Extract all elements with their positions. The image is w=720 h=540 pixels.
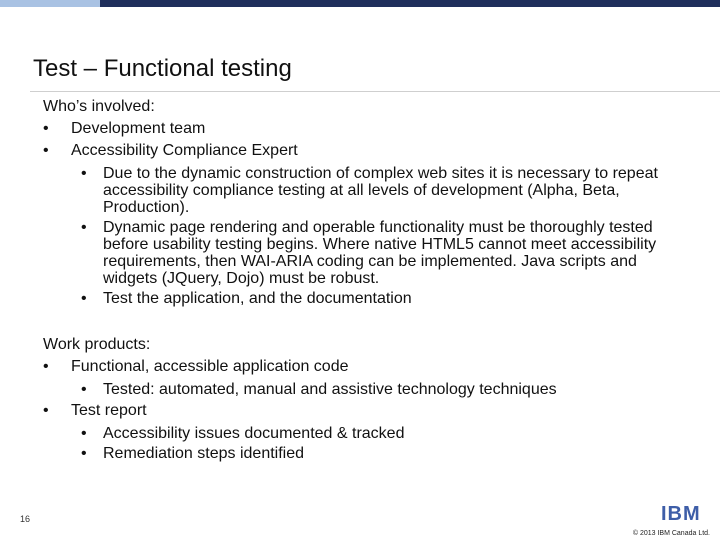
work-products-heading: Work products: [43,336,151,353]
sub-list-item: • Accessibility issues documented & tracked [43,425,693,442]
list-item: • Accessibility Compliance Expert [43,140,693,162]
list-item: • Functional, accessible application code [43,356,693,378]
title-divider [30,91,720,92]
list-item: • Test report [43,400,693,422]
sub-list-item: • Dynamic page rendering and operable functionality must be thoroughly tested before usability testing begins. Where native HTML5 cannot meet accessibility requirements, then WAI-ARIA coding can be implemented. Java scripts and widgets (JQuery, Dojo) must be robust. [43,219,693,287]
slide-title: Test – Functional testing [33,55,292,82]
sub-list-item: • Tested: automated, manual and assistive technology techniques [43,381,693,398]
whos-involved-heading: Who’s involved: [43,98,155,115]
sub-list-item: • Test the application, and the documentation [43,290,693,307]
section-gap [43,309,693,334]
top-bar [0,0,720,7]
ibm-logo: IBM [661,503,701,525]
list-item: • Development team [43,118,693,140]
slide-content [43,96,693,464]
page-number: 16 [20,514,31,524]
sub-list-item: • Remediation steps identified [43,445,693,462]
top-bar-accent [0,0,100,7]
sub-list-item: • Due to the dynamic construction of complex web sites it is necessary to repeat accessibility compliance testing at all levels of development (Alpha, Beta, Production). [43,165,693,216]
copyright-notice: © 2013 IBM Canada Ltd. [632,530,710,537]
